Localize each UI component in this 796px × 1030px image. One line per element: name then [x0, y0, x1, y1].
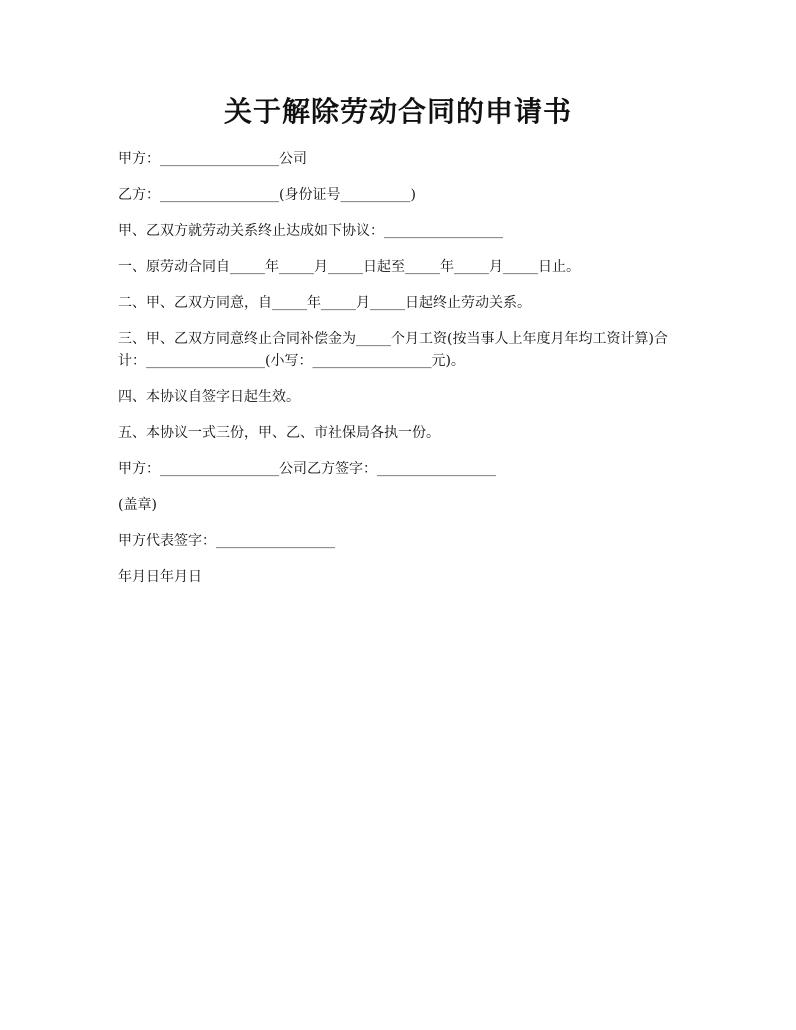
- clause-4: 四、本协议自签字日起生效。: [118, 389, 300, 405]
- seal-note: (盖章): [118, 497, 157, 513]
- signature-line: 甲方：_________________公司乙方签字：_________________: [118, 461, 496, 477]
- party-b-line: 乙方：_________________(身份证号__________): [118, 187, 416, 203]
- document-title: 关于解除劳动合同的申请书: [223, 95, 572, 128]
- clause-5: 五、本协议一式三份，甲、乙、市社保局各执一份。: [118, 425, 440, 441]
- clause-3: 三、甲、乙双方同意终止合同补偿金为_____个月工资(按当事人上年度月年均工资计算)合计：_________________(小写：_________________元)。: [118, 331, 668, 369]
- clause-2: 二、甲、乙双方同意，自_____年_____月_____日起终止劳动关系。: [118, 295, 531, 311]
- agreement-intro: 甲、乙双方就劳动关系终止达成如下协议：_________________: [118, 223, 503, 239]
- clause-1: 一、原劳动合同自_____年_____月_____日起至_____年_____月_____日止。: [118, 259, 580, 275]
- party-a-line: 甲方：_________________公司: [118, 151, 307, 167]
- document-body: [118, 148, 688, 588]
- date-line: 年月日年月日: [118, 569, 202, 585]
- representative-signature: 甲方代表签字：_________________: [118, 533, 335, 549]
